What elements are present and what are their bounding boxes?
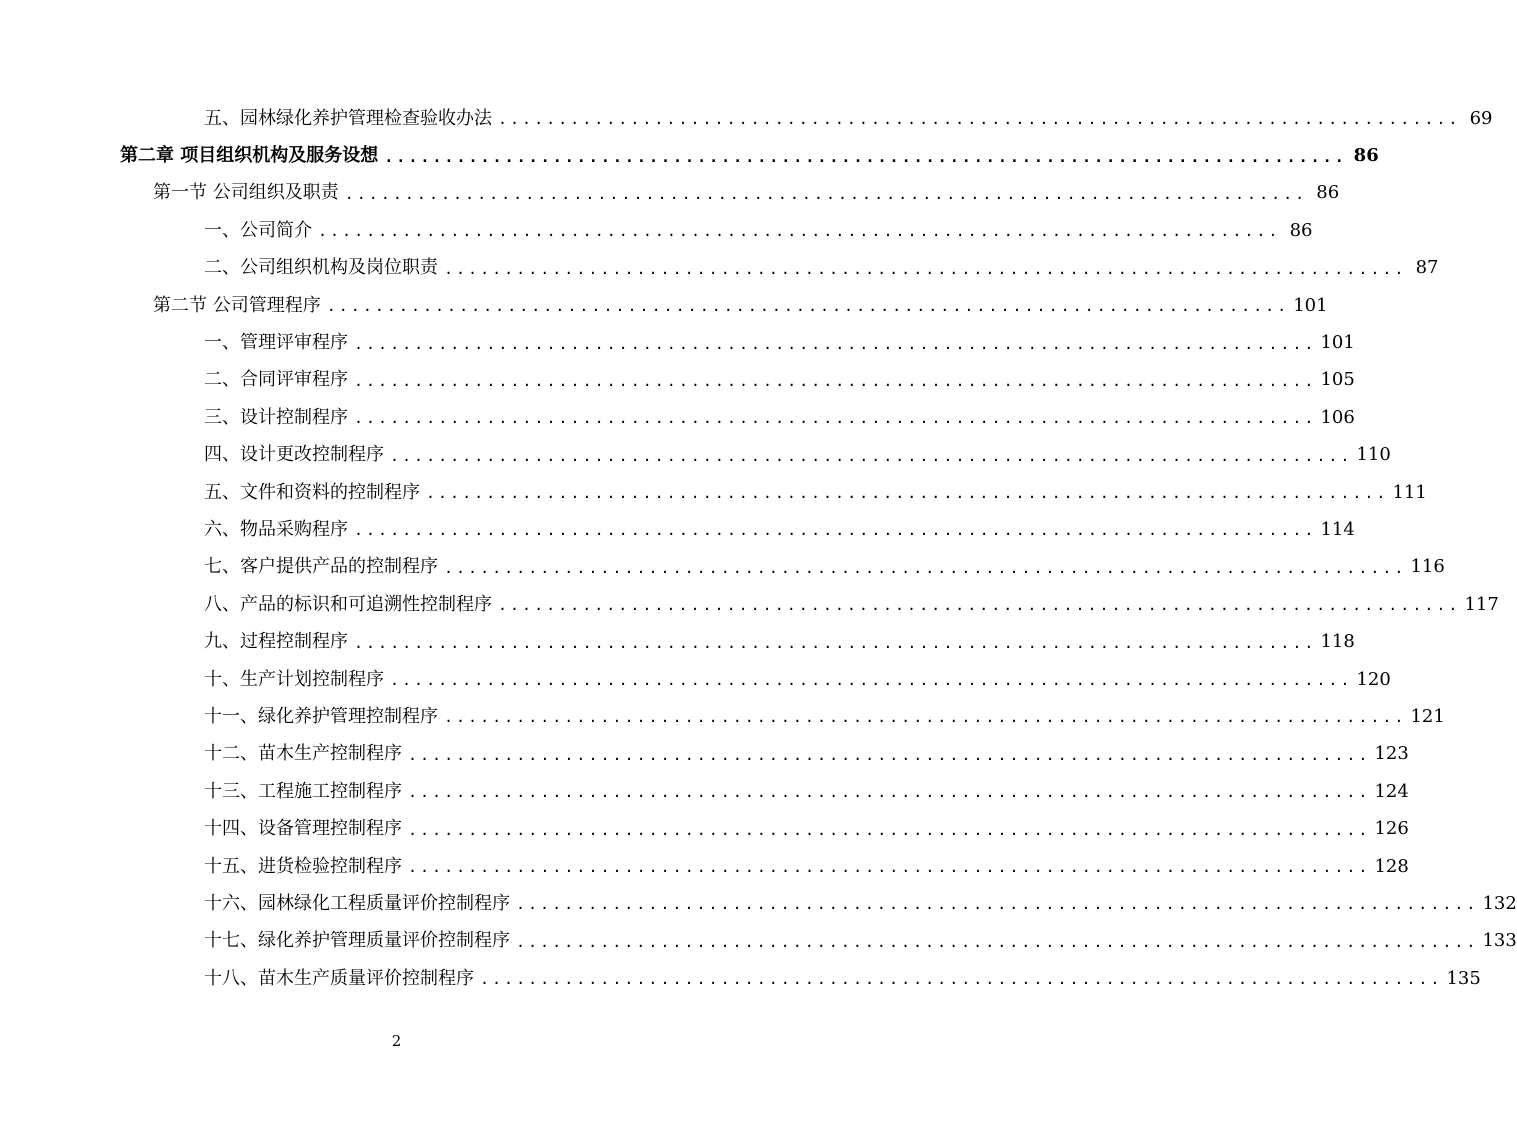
toc-entry[interactable] xyxy=(0,362,1355,399)
toc-entry-page: 110 xyxy=(1356,444,1391,466)
toc-entry-label: 五、文件和资料的控制程序 xyxy=(204,481,420,503)
page-number: 2 xyxy=(391,1032,402,1050)
dot-leader: ................................................................................ xyxy=(384,147,1347,166)
dot-leader: ................................................................................ xyxy=(408,858,1371,876)
toc-entry-page: 114 xyxy=(1320,518,1355,540)
toc-entry-label: 二、合同评审程序 xyxy=(204,369,348,391)
toc-entry[interactable] xyxy=(0,661,1391,698)
toc-entry-label: 十一、绿化养护管理控制程序 xyxy=(204,705,438,727)
toc-entry-page: 135 xyxy=(1446,967,1481,989)
dot-leader: ................................................................................ xyxy=(498,596,1461,615)
toc-entry-page: 101 xyxy=(1320,332,1355,354)
toc-entry-section[interactable] xyxy=(0,287,1328,324)
toc-entry[interactable] xyxy=(0,437,1391,474)
toc-entry-page: 87 xyxy=(1415,257,1439,279)
toc-entry-label: 十二、苗木生产控制程序 xyxy=(204,743,402,765)
toc-entry-label: 四、设计更改控制程序 xyxy=(204,444,384,466)
dot-leader: ................................................................................ xyxy=(408,820,1371,839)
toc-entry-label: 十五、进货检验控制程序 xyxy=(204,855,402,877)
toc-entry-page: 101 xyxy=(1293,294,1328,316)
dot-leader: ................................................................................ xyxy=(354,371,1317,390)
dot-leader: ................................................................................ xyxy=(354,409,1317,428)
toc-entry-label: 九、过程控制程序 xyxy=(204,631,348,653)
toc-entry[interactable] xyxy=(0,212,1313,249)
toc-entry-label: 八、产品的标识和可追溯性控制程序 xyxy=(204,593,492,615)
toc-entry-label: 六、物品采购程序 xyxy=(204,518,348,540)
toc-entry[interactable] xyxy=(0,885,1517,922)
toc-entry[interactable] xyxy=(0,399,1355,436)
toc-entry-label: 十六、园林绿化工程质量评价控制程序 xyxy=(204,892,510,914)
toc-entry-page: 69 xyxy=(1469,107,1493,129)
toc-entry[interactable] xyxy=(0,960,1481,997)
dot-leader: ................................................................................ xyxy=(426,484,1389,503)
dot-leader: ................................................................................ xyxy=(516,932,1479,951)
toc-entry-page: 124 xyxy=(1374,780,1409,802)
dot-leader: ................................................................................ xyxy=(444,259,1407,278)
dot-leader: ................................................................................ xyxy=(390,446,1353,465)
toc-entry-page: 126 xyxy=(1374,818,1409,840)
toc-entry-label: 二、公司组织机构及岗位职责 xyxy=(204,257,438,279)
toc-entry-page: 133 xyxy=(1482,930,1517,952)
toc-entry-section[interactable] xyxy=(0,175,1340,212)
toc-entry[interactable] xyxy=(0,511,1355,548)
toc-entry-page: 86 xyxy=(1316,182,1340,204)
dot-leader: ................................................................................ xyxy=(516,895,1479,914)
toc-entry[interactable] xyxy=(0,923,1517,960)
toc-entry[interactable] xyxy=(0,773,1409,810)
toc-entry-page: 86 xyxy=(1353,145,1379,167)
toc-entry-label: 一、公司简介 xyxy=(204,219,312,241)
toc-entry-page: 118 xyxy=(1320,631,1355,653)
toc-entry-chapter[interactable] xyxy=(0,137,1379,174)
toc-entry[interactable] xyxy=(0,810,1409,847)
toc-entry-page: 105 xyxy=(1320,369,1355,391)
dot-leader: ................................................................................ xyxy=(408,745,1371,764)
toc-entry-label: 第一节 公司组织及职责 xyxy=(153,182,339,204)
toc-entry-label: 三、设计控制程序 xyxy=(204,406,348,428)
dot-leader: ................................................................................ xyxy=(390,671,1353,690)
toc-entry[interactable] xyxy=(0,698,1445,735)
toc-entry-label: 五、园林绿化养护管理检查验收办法 xyxy=(204,107,492,129)
toc-entry-label: 第二节 公司管理程序 xyxy=(153,294,321,316)
toc-entry-label: 第二章 项目组织机构及服务设想 xyxy=(120,145,379,167)
toc-entry-label: 七、客户提供产品的控制程序 xyxy=(204,556,438,578)
dot-leader: ................................................................................ xyxy=(408,783,1371,802)
toc-entry-page: 117 xyxy=(1464,593,1499,615)
toc-entry[interactable] xyxy=(0,623,1355,660)
toc-entry[interactable] xyxy=(0,848,1409,885)
toc-entry-page: 128 xyxy=(1374,855,1409,877)
dot-leader: ................................................................................ xyxy=(344,184,1308,203)
dot-leader: ................................................................................ xyxy=(444,708,1407,727)
toc-entry[interactable] xyxy=(0,474,1427,511)
toc-entry[interactable] xyxy=(0,324,1355,361)
toc-entry-page: 121 xyxy=(1410,705,1445,727)
toc-entry-label: 十八、苗木生产质量评价控制程序 xyxy=(204,967,474,989)
toc-entry-page: 120 xyxy=(1356,668,1391,690)
dot-leader: ................................................................................ xyxy=(498,110,1461,129)
toc-entry-page: 116 xyxy=(1410,556,1445,578)
dot-leader: ................................................................................ xyxy=(480,970,1443,989)
dot-leader: ................................................................................ xyxy=(354,521,1317,540)
toc-entry[interactable] xyxy=(0,736,1409,773)
toc-entry-label: 十三、工程施工控制程序 xyxy=(204,780,402,802)
toc-entry-label: 十七、绿化养护管理质量评价控制程序 xyxy=(204,930,510,952)
table-of-contents xyxy=(0,100,1517,997)
toc-entry[interactable] xyxy=(0,250,1439,287)
dot-leader: ................................................................................ xyxy=(444,558,1407,577)
toc-entry-page: 111 xyxy=(1392,481,1427,503)
toc-entry-label: 十四、设备管理控制程序 xyxy=(204,818,402,840)
toc-entry-page: 132 xyxy=(1482,892,1517,914)
dot-leader: ................................................................................ xyxy=(354,334,1317,353)
toc-entry-page: 123 xyxy=(1374,743,1409,765)
dot-leader: ................................................................................ xyxy=(326,297,1290,316)
toc-entry[interactable] xyxy=(0,549,1445,586)
toc-entry[interactable] xyxy=(0,100,1493,137)
toc-entry[interactable] xyxy=(0,586,1499,623)
toc-entry-label: 一、管理评审程序 xyxy=(204,332,348,354)
toc-entry-page: 106 xyxy=(1320,406,1355,428)
toc-entry-page: 86 xyxy=(1289,219,1313,241)
dot-leader: ................................................................................ xyxy=(354,633,1317,652)
dot-leader: ................................................................................ xyxy=(318,222,1281,241)
toc-entry-label: 十、生产计划控制程序 xyxy=(204,668,384,690)
